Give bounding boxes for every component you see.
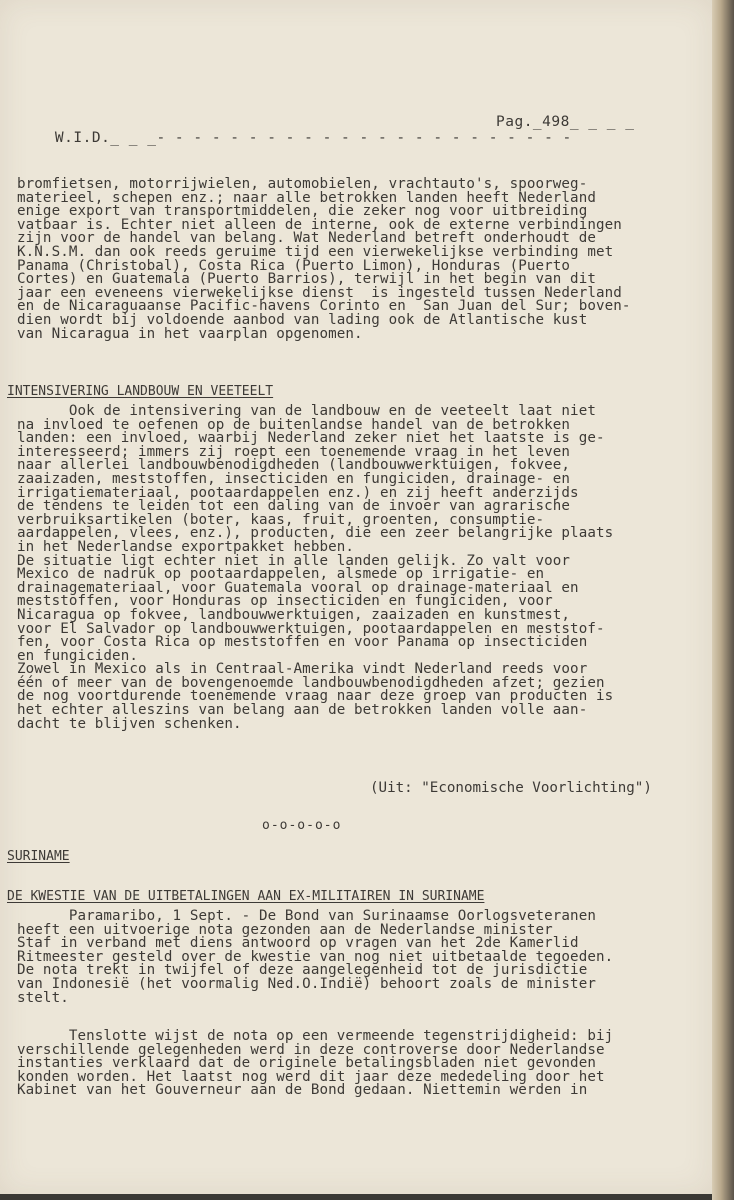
section-divider: o-o-o-o-o [262, 818, 342, 833]
text-line: na invloed te oefenen op de buitenlandse handel van de betrokken [17, 416, 571, 433]
paragraph-transport [17, 178, 672, 341]
text-line: interesseerd; immers zij roept een toenemende vraag in het leven [17, 443, 571, 460]
paragraph-tenslotte [17, 1030, 672, 1098]
page-header [18, 114, 638, 178]
page-edge [712, 0, 734, 1200]
text-line: Nicaragua op fokvee, landbouwwerktuigen, zaaizaden en kunstmest, [17, 606, 571, 623]
text-line: verschillende gelegenheden werd in deze controverse door Nederlandse [17, 1041, 605, 1058]
text-line: instanties verklaard dat de originele betalingsbladen niet gevonden [17, 1055, 596, 1072]
text-line: Cortes) en Guatemala (Puerto Barrios), terwijl in het begin van dit [17, 271, 596, 288]
text-line: Staf in verband met diens antwoord op vragen van het 2de Kamerlid [17, 935, 579, 952]
text-line: fen, voor Costa Rica op meststoffen en voor Panama op insecticiden [17, 634, 588, 651]
text-line: Ritmeester gesteld over de kwestie van nog niet uitbetaalde tegoeden. [17, 948, 614, 965]
text-line: Zowel in Mexico als in Centraal-Amerika vindt Nederland reeds voor [17, 661, 588, 678]
text-line: heeft een uitvoerige nota gezonden aan de Nederlandse minister [17, 921, 553, 938]
text-line: Mexico de nadruk op pootaardappelen, alsmede op irrigatie- en [17, 566, 545, 583]
text-line: één of meer van de bovengenoemde landbouwbenodigdheden afzet; gezien [17, 674, 605, 691]
text-line: en de Nicaraguaanse Pacific-havens Corinto en San Juan del Sur; boven- [17, 298, 631, 315]
text-line: meststoffen, voor Honduras op insecticiden en fungiciden, voor [17, 593, 553, 610]
text-line: vatbaar is. Echter niet alleen de interne, ook de externe verbindingen [17, 216, 622, 233]
text-line: en fungiciden. [17, 647, 138, 664]
article-heading-uitbetalingen: DE KWESTIE VAN DE UITBETALINGEN AAN EX-MILITAIREN IN SURINAME [7, 889, 485, 904]
text-line: enige export van transportmiddelen, die zeker nog voor uitbreiding [17, 203, 588, 220]
source-attribution: (Uit: "Economische Voorlichting") [370, 780, 652, 796]
text-line: stelt. [17, 989, 69, 1006]
text-line: dien wordt bij voldoende aanbod van lading ook de Atlantische kust [17, 311, 588, 328]
text-line: zaaizaden, meststoffen, insecticiden en fungiciden, drainage- en [17, 470, 571, 487]
paragraph-landbouw [17, 405, 672, 731]
section-heading-landbouw: INTENSIVERING LANDBOUW EN VEETEELT [7, 384, 274, 399]
text-line: aardappelen, vlees, enz.), producten, die een zeer belangrijke plaats [17, 525, 614, 542]
text-line: verbruiksartikelen (boter, kaas, fruit, groenten, consumptie- [17, 511, 545, 528]
text-line: jaar een eveneens vierwekelijkse dienst is ingesteld tussen Nederland [17, 284, 622, 301]
text-line: het echter alleszins van belang aan de betrokken landen volle aan- [17, 702, 588, 719]
text-line: Kabinet van het Gouverneur aan de Bond gedaan. Niettemin werden in [17, 1082, 588, 1099]
text-line: landen: een invloed, waarbij Nederland zeker niet het laatste is ge- [17, 430, 605, 447]
text-line: bromfietsen, motorrijwielen, automobielen, vrachtauto's, spoorweg- [17, 176, 588, 192]
text-line: de tendens te leiden tot een daling van de invoer van agrarische [17, 498, 571, 515]
text-line: in het Nederlandse exportpakket hebben. [17, 538, 355, 555]
paragraph-paramaribo [17, 910, 672, 1005]
text-line: Panama (Christobal), Costa Rica (Puerto Limon), Honduras (Puerto [17, 257, 571, 274]
page-number: Pag._498_ _ _ _ [496, 114, 635, 130]
text-line: van Indonesië (het voormalig Ned.O.Indië) behoort zoals de minister [17, 975, 596, 992]
section-heading-suriname: SURINAME [7, 849, 70, 864]
text-line: dacht te blijven schenken. [17, 715, 242, 732]
text-line: De situatie ligt echter niet in alle landen gelijk. Zo valt voor [17, 552, 571, 569]
text-line: materieel, schepen enz.; naar alle betrokken landen heeft Nederland [17, 189, 596, 206]
header-left: W.I.D._ _ _- - - - - - - - - - - - - - - - - - - - - - - [54, 130, 572, 146]
text-line: zijn voor de handel van belang. Wat Nederland betreft onderhoudt de [17, 230, 596, 247]
text-line: van Nicaragua in het vaarplan opgenomen. [17, 325, 363, 342]
text-line: irrigatiemateriaal, pootaardappelen enz.) en zij heeft anderzijds [17, 484, 579, 501]
text-line: De nota trekt in twijfel of deze aangelegenheid tot de jurisdictie [17, 962, 588, 979]
text-line: voor El Salvador op landbouwwerktuigen, pootaardappelen en meststof- [17, 620, 605, 637]
text-line: Ook de intensivering van de landbouw en de veeteelt laat niet [17, 403, 596, 419]
text-line: naar allerlei landbouwbenodigdheden (landbouwwerktuigen, fokvee, [17, 457, 571, 474]
text-line: Paramaribo, 1 Sept. - De Bond van Surinaamse Oorlogsveteranen [17, 908, 596, 924]
text-line: drainagemateriaal, voor Guatemala vooral op drainage-materiaal en [17, 579, 579, 596]
text-line: de nog voortdurende toenemende vraag naar deze groep van producten is [17, 688, 614, 705]
text-line: konden worden. Het laatst nog werd dit jaar deze mededeling door het [17, 1068, 605, 1085]
text-line: Tenslotte wijst de nota op een vermeende tegenstrijdigheid: bij [17, 1028, 614, 1044]
text-line: K.N.S.M. dan ook reeds geruime tijd een vierwekelijkse verbinding met [17, 243, 614, 260]
